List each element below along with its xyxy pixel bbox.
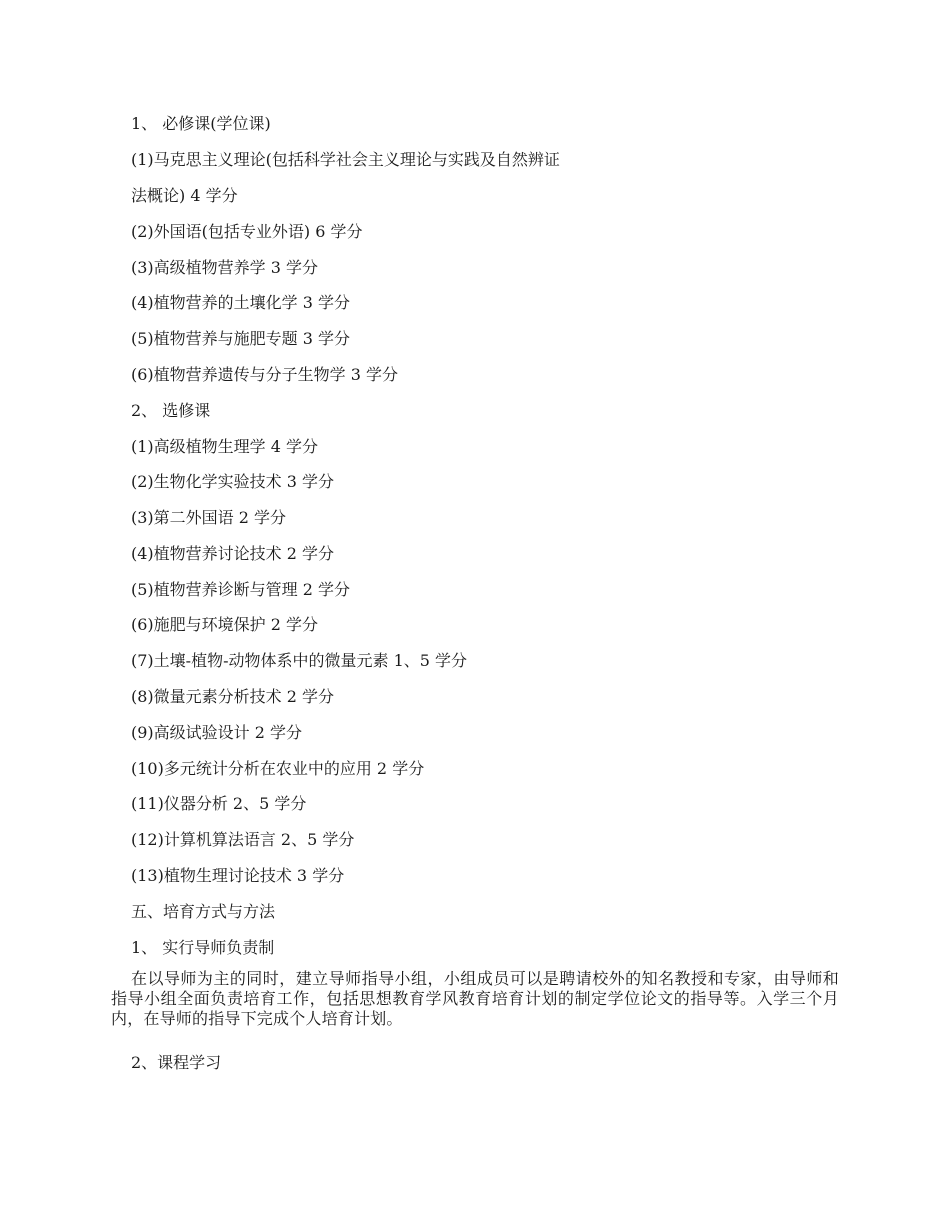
heading-training-methods: 五、培育方式与方法	[131, 902, 276, 921]
heading-elective-courses: 2、 选修课	[131, 401, 211, 420]
list-item: (9)高级试验设计 2 学分	[131, 723, 303, 742]
list-item: (5)植物营养与施肥专题 3 学分	[131, 329, 351, 348]
list-item: (8)微量元素分析技术 2 学分	[131, 687, 335, 706]
list-item: (11)仪器分析 2、5 学分	[131, 794, 307, 813]
list-item: (3)第二外国语 2 学分	[131, 508, 287, 527]
list-item: (1)高级植物生理学 4 学分	[131, 437, 319, 456]
list-item: (1)马克思主义理论(包括科学社会主义理论与实践及自然辨证	[131, 150, 560, 169]
list-item: (3)高级植物营养学 3 学分	[131, 258, 319, 277]
list-item: (4)植物营养的土壤化学 3 学分	[131, 293, 351, 312]
list-item: (6)施肥与环境保护 2 学分	[131, 615, 319, 634]
list-item: (4)植物营养讨论技术 2 学分	[131, 544, 335, 563]
list-item: (10)多元统计分析在农业中的应用 2 学分	[131, 759, 425, 778]
list-item: (13)植物生理讨论技术 3 学分	[131, 866, 345, 885]
list-item: (6)植物营养遗传与分子生物学 3 学分	[131, 365, 399, 384]
list-item-continuation: 法概论) 4 学分	[131, 186, 238, 205]
heading-required-courses: 1、 必修课(学位课)	[131, 114, 271, 133]
list-item: (5)植物营养诊断与管理 2 学分	[131, 580, 351, 599]
list-item: (2)外国语(包括专业外语) 6 学分	[131, 222, 363, 241]
list-item: (12)计算机算法语言 2、5 学分	[131, 830, 355, 849]
list-item: (2)生物化学实验技术 3 学分	[131, 472, 335, 491]
heading-advisor-system: 1、 实行导师负责制	[131, 938, 275, 957]
list-item: (7)土壤-植物-动物体系中的微量元素 1、5 学分	[131, 651, 468, 670]
body-paragraph: 在以导师为主的同时，建立导师指导小组，小组成员可以是聘请校外的知名教授和专家，由导师和指导小组全面负责培育工作，包括思想教育学风教育培育计划的制定学位论文的指导等。入学三个月内，在导师的指导下完成个人培育计划。	[111, 969, 839, 1028]
heading-course-study: 2、课程学习	[131, 1053, 222, 1072]
